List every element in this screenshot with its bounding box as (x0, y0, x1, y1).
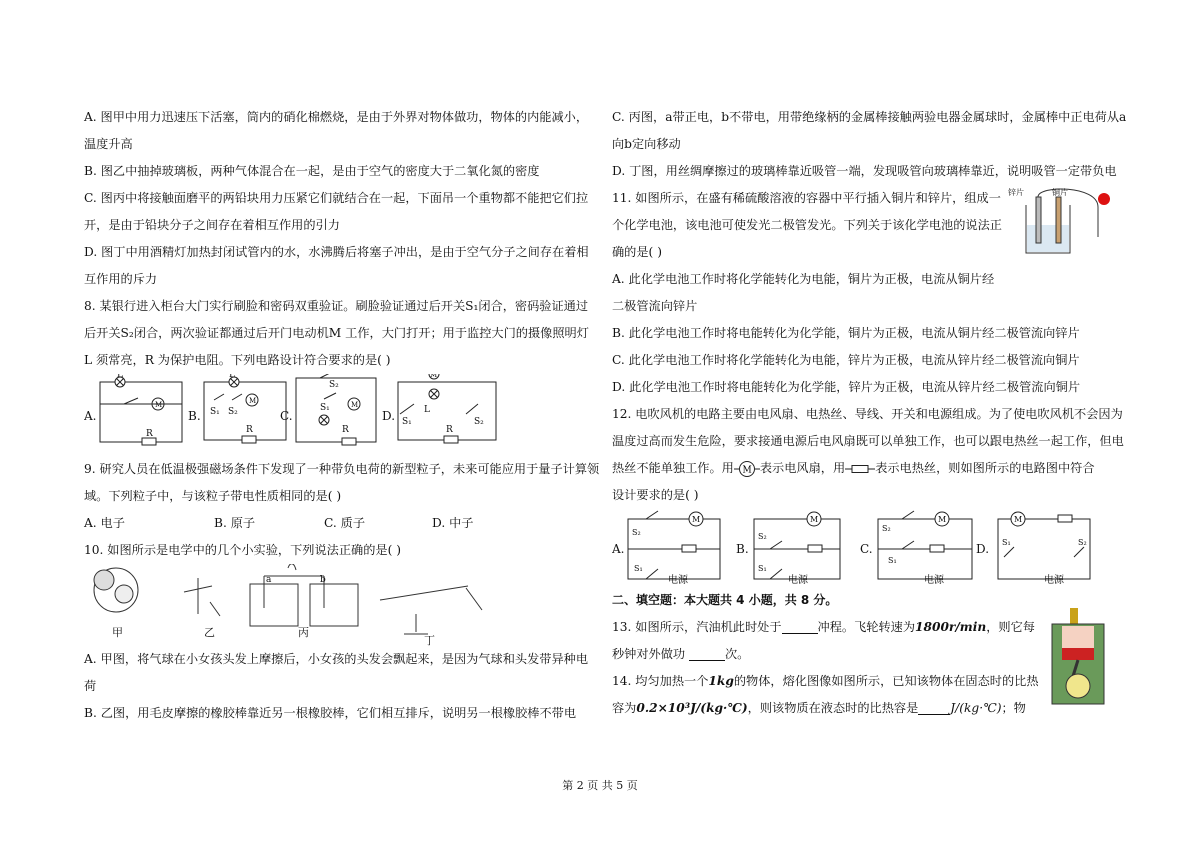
svg-text:S₂: S₂ (1078, 538, 1087, 547)
q11-zinc-label: 锌片 (1008, 188, 1024, 197)
svg-text:M: M (742, 465, 752, 475)
q13-line2 (612, 641, 1120, 668)
section-fill-in-title: 二、填空题：本大题共 4 小题，共 8 分。 (612, 593, 838, 607)
svg-text:R: R (342, 425, 349, 435)
q12-circuits-svg (612, 509, 1120, 587)
svg-text:S₂: S₂ (329, 380, 339, 390)
q11-option-c: C. 此化学电池工作时将化学能转化为电能，锌片为正极，电流从锌片经二极管流向铜片 (612, 353, 1080, 367)
svg-text:S₁: S₁ (634, 564, 643, 573)
q14-text-a2: 容为 (612, 701, 637, 715)
q8-stem-line2: 后开关S₂闭合，两次验证都通过后开门电动机M 工作，大门打开；用于监控大门的摄像照明灯 (84, 326, 589, 340)
q8-label-d: D. (382, 409, 396, 423)
q11-battery-figure (1008, 187, 1120, 259)
q10-option-b: B. 乙图，用毛皮摩擦的橡胶棒靠近另一根橡胶棒，它们相互排斥，说明另一根橡胶棒不带电 (84, 706, 577, 720)
svg-text:M: M (1014, 515, 1023, 524)
left-column (84, 104, 600, 727)
q14-text-e: ；物 (1001, 701, 1026, 715)
q13-blank-count[interactable] (689, 646, 725, 661)
q9-options (84, 510, 584, 537)
svg-text:R: R (146, 429, 153, 439)
svg-text:S₂: S₂ (228, 407, 238, 417)
q7-option-a-line1: A. 图甲中用力迅速压下活塞，筒内的硝化棉燃烧，是由于外界对物体做功，物体的内能减小， (84, 110, 589, 124)
q14-text-c: 的物体，熔化图像如图所示，已知该物体在固态时的比热 (733, 674, 1039, 688)
svg-text:S₁: S₁ (402, 417, 412, 427)
q13-text-b: 冲程。飞轮转速为 (817, 620, 916, 634)
q10-figures (84, 564, 584, 646)
svg-text:R: R (246, 425, 253, 435)
svg-text:S₁: S₁ (888, 556, 897, 565)
q14-line1 (612, 668, 1120, 695)
q9-option-b: B. 原子 (214, 516, 256, 530)
svg-text:M: M (430, 374, 438, 379)
q7-option-d-line1: D. 图丁中用酒精灯加热封闭试管内的水，水沸腾后将塞子冲出，是由于空气分子之间存在着相 (84, 245, 589, 259)
q7-option-b: B. 图乙中抽掉玻璃板，两种气体混合在一起，是由于空气的密度大于二氧化氮的密度 (84, 164, 540, 178)
q11-copper-label: 铜片 (1052, 188, 1068, 197)
svg-text:M: M (810, 515, 819, 524)
q10-stem: 10. 如图所示是电学中的几个小实验，下列说法正确的是( ) (84, 543, 401, 557)
svg-text:S₂: S₂ (882, 524, 891, 533)
q11-option-a-line1: A. 此化学电池工作时将化学能转化为电能，铜片为正极，电流从铜片经 (612, 272, 995, 286)
svg-text:a: a (266, 575, 272, 585)
q14-text-a: 14. 均匀加热一个 (612, 674, 709, 688)
q8-circuit-figures (84, 374, 584, 456)
q9-option-c: C. 质子 (324, 516, 366, 530)
right-column (612, 104, 1127, 722)
q8-label-a: A. (84, 409, 97, 423)
q12-label-c: C. (860, 542, 873, 556)
q14-text-c2: ，则该物质在液态时的比热容是 (747, 701, 919, 715)
q11-block (612, 185, 1120, 320)
svg-text:M: M (692, 515, 701, 524)
q9-stem-line1: 9. 研究人员在低温极强磁场条件下发现了一种带负电荷的新型粒子，未来可能应用于量子计算领 (84, 462, 600, 476)
q12-stem-line3-b: 表示电风扇，用 (759, 461, 846, 475)
q13-q14-block (612, 614, 1120, 722)
q13-text-f: 次。 (725, 647, 750, 661)
q14-solid-heat: 0.2×10³J/(kg·℃) (636, 701, 748, 715)
q13-text-e: 秒钟对外做功 (612, 647, 686, 661)
q12-power-label-c: 电源 (924, 575, 944, 586)
q11-option-b: B. 此化学电池工作时将电能转化为化学能，铜片为正极，电流从铜片经二极管流向锌片 (612, 326, 1080, 340)
q8-stem-line3: L 须常亮，R 为保护电阻。下列电路设计符合要求的是( ) (84, 353, 391, 367)
engine-cylinder-figure (1048, 608, 1114, 708)
q7-option-c-line2: 开，是由于铅块分子之间存在着相互作用的引力 (84, 218, 340, 232)
svg-text:S₂: S₂ (474, 417, 484, 427)
q12-label-a: A. (612, 542, 625, 556)
q7-option-a-line2: 温度升高 (84, 137, 133, 151)
q9-option-d: D. 中子 (432, 516, 474, 530)
q10-figures-svg (84, 564, 584, 646)
svg-text:M: M (249, 397, 257, 405)
q7-option-d-line2: 互作用的斥力 (84, 272, 158, 286)
q12-stem-line3-a: 热丝不能单独工作。用 (612, 461, 734, 475)
q8-stem-line1: 8. 某银行进入柜台大门实行刷脸和密码双重验证。刷脸验证通过后开关S₁闭合，密码验证通过 (84, 299, 589, 313)
q10-caption-yi: 乙 (204, 626, 215, 639)
q10-option-c-line1: C. 丙图，a带正电，b不带电，用带绝缘柄的金属棒接触两验电器金属球时，金属棒中正电荷从a (612, 110, 1127, 124)
svg-text:S₂: S₂ (632, 528, 641, 537)
q12-stem-line4: 设计要求的是( ) (612, 488, 699, 502)
q10-caption-jia: 甲 (112, 626, 123, 639)
q13-text-a: 13. 如图所示，汽油机此时处于 (612, 620, 782, 634)
q14-unit: J/(kg·℃) (950, 701, 1002, 715)
svg-text:S₁: S₁ (320, 403, 330, 413)
q12-stem-line3-c: 表示电热丝，则如图所示的电路图中符合 (875, 461, 1095, 475)
q8-circuits-svg (84, 374, 584, 456)
page-footer: 第 2 页 共 5 页 (562, 779, 638, 792)
svg-text:S₁: S₁ (1002, 538, 1011, 547)
led-icon (1098, 193, 1110, 205)
svg-text:M: M (155, 401, 163, 409)
q12-power-label-a: 电源 (668, 575, 688, 586)
q13-blank-stroke[interactable] (782, 619, 818, 634)
svg-text:S₁: S₁ (758, 564, 767, 573)
svg-text:b: b (320, 575, 326, 585)
q12-label-b: B. (736, 542, 749, 556)
q8-label-c: C. (280, 409, 293, 423)
svg-text:R: R (446, 425, 453, 435)
q13-line1 (612, 614, 1120, 641)
q9-option-a: A. 电子 (84, 516, 125, 530)
q11-option-a-line2: 二极管流向锌片 (612, 299, 698, 313)
q10-option-c-line2: 向b定向移动 (612, 137, 681, 151)
svg-text:L: L (117, 374, 123, 380)
svg-text:M: M (351, 401, 359, 409)
q10-option-a-line2: 荷 (84, 679, 97, 693)
svg-text:L: L (229, 374, 235, 380)
svg-text:S₂: S₂ (758, 532, 767, 541)
q11-stem-line3: 确的是( ) (612, 245, 662, 259)
svg-text:S₁: S₁ (210, 407, 220, 417)
q7-option-c-line1: C. 图丙中将接触面磨平的两铅块用力压紧它们就结合在一起，下面吊一个重物都不能把它们拉 (84, 191, 589, 205)
q12-stem-line1: 12. 电吹风机的电路主要由电风扇、电热丝、导线、开关和电源组成。为了使电吹风机不会因为 (612, 407, 1123, 421)
q12-power-label-b: 电源 (788, 575, 808, 586)
q12-stem-line2: 温度过高而发生危险，要求接通电源后电风扇既可以单独工作，也可以跟电热丝一起工作，但电 (612, 434, 1124, 448)
q14-line2 (612, 695, 1120, 722)
q13-speed: 1800r/min (915, 620, 987, 634)
q12-label-d: D. (976, 542, 990, 556)
q10-option-a-line1: A. 甲图，将气球在小女孩头发上摩擦后，小女孩的头发会飘起来，是因为气球和头发带异种电 (84, 652, 589, 666)
resistor-symbol-icon (845, 460, 875, 478)
q12-stem-line3 (612, 455, 1120, 482)
q13-text-d: ，则它每 (986, 620, 1035, 634)
motor-symbol-icon (734, 460, 760, 478)
q12-circuit-figures (612, 509, 1120, 587)
q11-stem-line2: 个化学电池，该电池可使发光二极管发光。下列关于该化学电池的说法正 (612, 218, 1002, 232)
svg-text:L: L (424, 405, 430, 415)
q9-stem-line2: 域。下列粒子中，与该粒子带电性质相同的是( ) (84, 489, 342, 503)
svg-text:M: M (938, 515, 947, 524)
q8-label-b: B. (188, 409, 201, 423)
q12-power-label-d: 电源 (1044, 575, 1064, 586)
q11-option-d: D. 此化学电池工作时将电能转化为化学能，锌片为正极，电流从锌片经二极管流向铜片 (612, 380, 1081, 394)
q11-stem-line1: 11. 如图所示，在盛有稀硫酸溶液的容器中平行插入铜片和锌片，组成一 (612, 191, 1001, 205)
q10-option-d: D. 丁图，用丝绸摩擦过的玻璃棒靠近吸管一端，发现吸管向玻璃棒靠近，说明吸管一定带负电 (612, 164, 1117, 178)
q14-blank-liquid-heat[interactable] (918, 700, 950, 715)
q14-mass: 1kg (708, 674, 734, 688)
q10-caption-ding: 丁 (424, 634, 435, 646)
q10-caption-bing: 丙 (298, 626, 309, 639)
